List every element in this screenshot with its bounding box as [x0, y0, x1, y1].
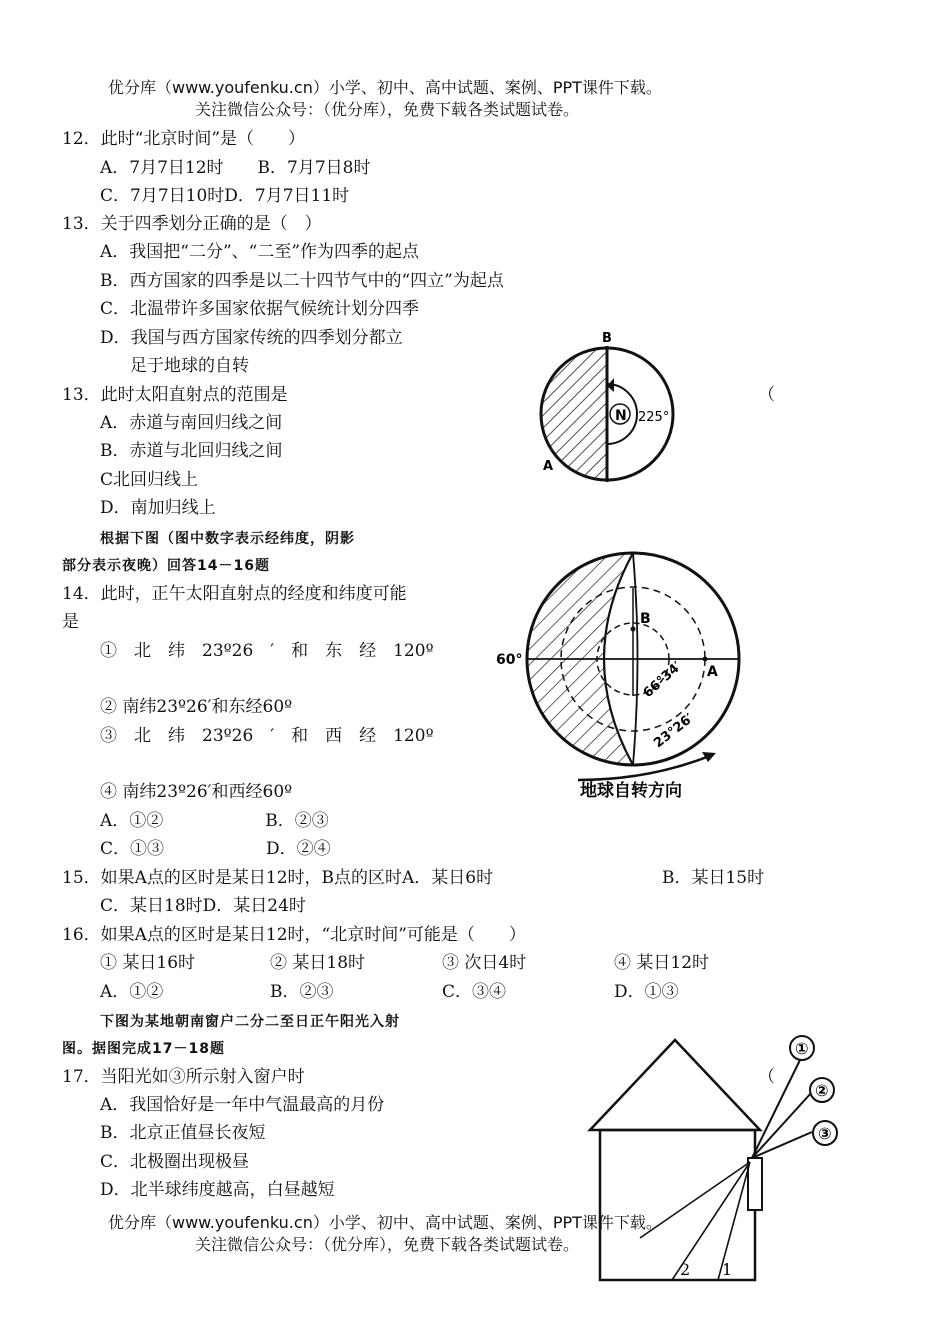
q13b-option-d: D．南加归线上 [100, 498, 216, 518]
q13a-option-d: D．我国与西方国家传统的四季划分都立 [100, 328, 403, 348]
q16-answer-d: D．①③ [614, 982, 679, 1002]
q13b-option-a: A．赤道与南回归线之间 [100, 413, 283, 433]
q14-option-4: ④ 南纬23º26′和西经60º [100, 782, 293, 802]
polar-view-figure [528, 328, 688, 488]
point-b-label: B [602, 331, 612, 346]
footer-line-1: 优分库（www.youfenku.cn）小学、初中、高中试题、案例、PPT课件下载。 [108, 1213, 662, 1232]
ray-2-label: ② [815, 1081, 829, 1100]
q13b-paren: （ [758, 385, 775, 405]
north-pole-label: N [615, 408, 627, 424]
q17-stem: 17．当阳光如③所示射入窗户时 [62, 1067, 305, 1087]
latitude-66-label: 66°34′ [640, 658, 685, 701]
intro-14-16-line-2: 部分表示夜晚）回答14－16题 [62, 558, 270, 574]
q17-option-a: A．我国恰好是一年中气温最高的月份 [100, 1095, 385, 1115]
q13b-option-c: C北回归线上 [100, 470, 199, 490]
angle-label: 225° [638, 410, 670, 425]
q16-choice-2: ② 某日18时 [270, 953, 366, 973]
q13a-stem: 13．关于四季划分正确的是（ ） [62, 214, 322, 234]
q12-options-cd: C．7月7日10时D．7月7日11时 [100, 186, 350, 206]
q14-answers-cd: C．①③ D．②④ [100, 839, 331, 859]
intro-17-18-line-2: 图。据图完成17－18题 [62, 1041, 225, 1057]
q16-answer-c: C．③④ [442, 982, 507, 1002]
point-a-label: A [543, 459, 554, 474]
q16-stem: 16．如果A点的区时是某日12时，“北京时间”可能是（ ） [62, 925, 526, 945]
q12-options-ab: A．7月7日12时 B．7月7日8时 [100, 158, 371, 178]
footer-line-2: 关注微信公众号：（优分库），免费下载各类试题试卷。 [195, 1235, 580, 1254]
window-sunlight-figure [580, 1030, 850, 1286]
q13a-option-d-cont: 足于地球的自转 [130, 356, 249, 376]
q16-choice-1: ① 某日16时 [100, 953, 196, 973]
globe-point-b-label: B [640, 611, 651, 627]
rotation-direction-caption: 地球自转方向 [580, 781, 682, 801]
header-line-1: 优分库（www.youfenku.cn）小学、初中、高中试题、案例、PPT课件下载。 [108, 78, 662, 97]
q14-answers-ab: A．①② B．②③ [100, 811, 329, 831]
ray-3-label: ③ [818, 1124, 832, 1143]
q17-option-d: D．北半球纬度越高，白昼越短 [100, 1180, 335, 1200]
q13b-stem: 13．此时太阳直射点的范围是 [62, 385, 288, 405]
latitude-23-label: 23°26′ [651, 710, 697, 752]
q13a-option-c: C．北温带许多国家依据气候统计划分四季 [100, 299, 420, 319]
q14-option-1: ① 北 纬 23º26 ′ 和 东 经 120º [100, 641, 434, 661]
q17-option-c: C．北极圈出现极昼 [100, 1152, 250, 1172]
q14-option-2: ② 南纬23º26′和东经60º [100, 697, 293, 717]
q12-stem: 12．此时“北京时间”是（ ） [62, 129, 306, 149]
longitude-60-label: 60° [496, 652, 523, 668]
q14-option-3: ③ 北 纬 23º26 ′ 和 西 经 120º [100, 726, 434, 746]
ray-1-label: ① [795, 1039, 809, 1058]
spot-1-label: 1 [722, 1260, 733, 1279]
q13b-option-b: B．赤道与北回归线之间 [100, 441, 283, 461]
q17-option-b: B．北京正值昼长夜短 [100, 1123, 266, 1143]
intro-17-18-line-1: 下图为某地朝南窗户二分二至日正午阳光入射 [100, 1014, 400, 1030]
q16-choice-4: ④ 某日12时 [614, 953, 710, 973]
q16-answer-a: A．①② [100, 982, 164, 1002]
globe-point-a-label: A [707, 664, 718, 680]
q15-stem: 15．如果A点的区时是某日12时，B点的区时A．某日6时 [62, 868, 494, 888]
q16-choice-3: ③ 次日4时 [442, 953, 527, 973]
globe-figure [490, 548, 750, 804]
q13a-option-a: A．我国把“二分”、“二至”作为四季的起点 [100, 242, 420, 262]
q15-option-b: B．某日15时 [662, 868, 765, 888]
header-line-2: 关注微信公众号：（优分库），免费下载各类试题试卷。 [195, 100, 580, 119]
q14-stem-cont: 是 [62, 612, 79, 632]
intro-14-16-line-1: 根据下图（图中数字表示经纬度，阴影 [100, 531, 355, 547]
q14-stem: 14．此时，正午太阳直射点的经度和纬度可能 [62, 584, 407, 604]
spot-2-label: 2 [680, 1260, 691, 1279]
q15-options-cd: C．某日18时D．某日24时 [100, 896, 306, 916]
q13a-option-b: B．西方国家的四季是以二十四节气中的“四立”为起点 [100, 271, 504, 291]
q17-paren: （ [758, 1067, 775, 1087]
q16-answer-b: B．②③ [270, 982, 334, 1002]
